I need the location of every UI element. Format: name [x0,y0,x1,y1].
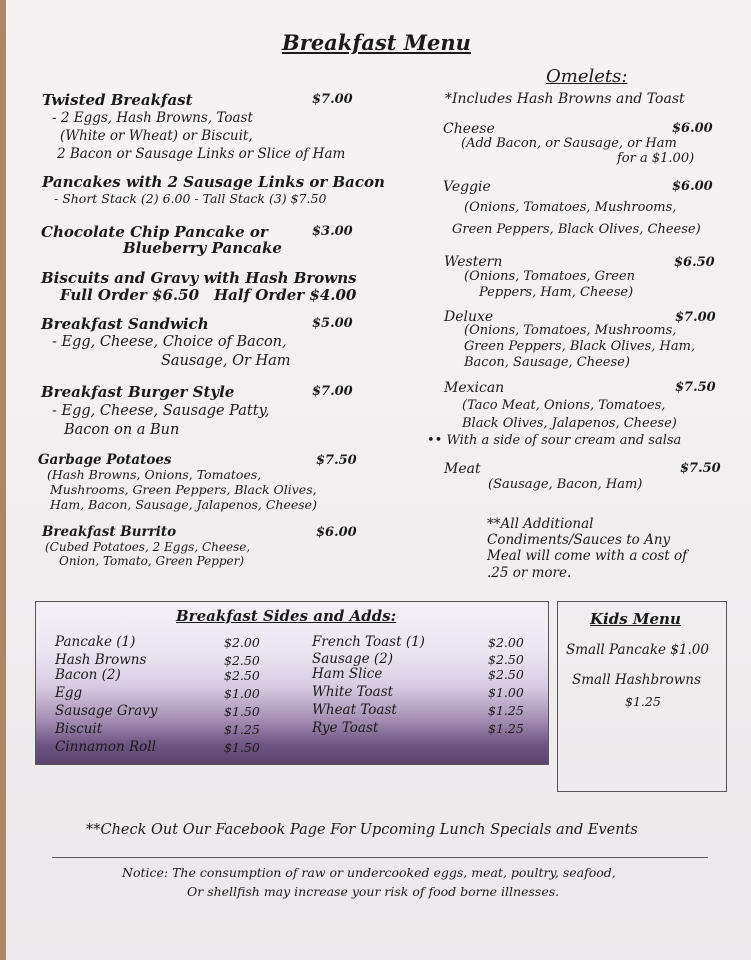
omelet-desc: (Add Bacon, or Sausage, or Ham [461,136,677,151]
kids-item: Small Pancake $1.00 [566,642,709,658]
omelet-desc: (Taco Meat, Onions, Tomatoes, [462,398,666,413]
side-name: Bacon (2) [55,667,121,683]
side-price: $1.25 [488,703,524,718]
item-desc: Ham, Bacon, Sausage, Jalapenos, Cheese) [50,497,317,512]
notice-line: Or shellfish may increase your risk of food borne illnesses. [187,884,560,899]
item-desc: Bacon on a Bun [64,422,180,438]
side-price: $2.50 [488,652,524,667]
item-price: $7.00 [312,92,353,107]
omelet-desc: Peppers, Ham, Cheese) [479,285,634,300]
omelet-desc: Green Peppers, Black Olives, Cheese) [452,222,701,237]
item-desc: - Egg, Cheese, Sausage Patty, [52,403,270,419]
menu-title: Breakfast Menu [282,30,471,55]
item-name: Breakfast Sandwich [41,315,209,333]
item-desc: - Short Stack (2) 6.00 - Tall Stack (3) $7.50 [54,191,327,206]
omelet-name: Meat [444,461,481,477]
side-name: Egg [55,685,83,701]
item-name: Chocolate Chip Pancake or [41,223,268,241]
item-half-order: Half Order $4.00 [214,286,357,304]
omelet-name: Cheese [443,121,495,137]
item-desc: Mushrooms, Green Peppers, Black Olives, [50,482,317,497]
additional-note: **All Additional [487,516,594,532]
sides-heading: Breakfast Sides and Adds: [176,607,397,625]
item-full-order: Full Order $6.50 [60,286,200,304]
item-desc: 2 Bacon or Sausage Links or Slice of Ham [57,146,346,162]
side-name: Sausage (2) [312,651,394,667]
item-desc: (White or Wheat) or Biscuit, [60,128,253,144]
side-price: $2.00 [224,635,260,650]
omelet-desc: (Sausage, Bacon, Ham) [488,477,643,492]
item-price: $7.50 [316,453,357,468]
side-name: Cinnamon Roll [55,739,156,755]
item-desc: - 2 Eggs, Hash Browns, Toast [52,110,253,126]
omelet-price: $7.50 [675,380,716,395]
omelet-desc: Black Olives, Jalapenos, Cheese) [462,416,677,431]
omelet-price: $7.50 [680,461,721,476]
omelet-price: $7.00 [675,310,716,325]
side-price: $1.00 [224,686,260,701]
side-price: $2.50 [224,668,260,683]
side-name: Pancake (1) [55,634,136,650]
side-price: $1.50 [224,740,260,755]
omelet-name: Western [444,254,503,270]
kids-item: Small Hashbrowns [572,672,701,688]
item-price: $7.00 [312,384,353,399]
omelet-price: $6.00 [672,121,713,136]
side-name: Ham Slice [312,666,383,682]
side-price: $1.50 [224,704,260,719]
item-name: Breakfast Burrito [42,524,177,540]
side-price: $2.50 [224,653,260,668]
omelet-side-note: •• With a side of sour cream and salsa [427,433,682,448]
side-price: $2.00 [488,635,524,650]
side-name: Sausage Gravy [55,703,158,719]
kids-heading: Kids Menu [590,610,681,628]
omelet-price: $6.50 [674,255,715,270]
side-name: Hash Browns [55,652,147,668]
side-name: Wheat Toast [312,702,397,718]
item-price: $6.00 [316,525,357,540]
side-price: $1.00 [488,685,524,700]
omelet-desc: Green Peppers, Black Olives, Ham, [464,339,696,354]
omelet-desc: Bacon, Sausage, Cheese) [464,355,630,370]
notice-line: Notice: The consumption of raw or undercooked eggs, meat, poultry, seafood, [122,865,616,880]
item-name-2: Blueberry Pancake [123,239,282,257]
item-desc: (Hash Browns, Onions, Tomatoes, [47,467,262,482]
item-name: Garbage Potatoes [38,452,172,468]
paper-edge [0,0,6,960]
facebook-note: **Check Out Our Facebook Page For Upcoming Lunch Specials and Events [86,822,638,838]
item-name: Biscuits and Gravy with Hash Browns [41,269,357,287]
divider-rule [52,857,708,858]
omelet-desc: (Onions, Tomatoes, Mushrooms, [464,323,677,338]
side-name: Biscuit [55,721,103,737]
side-price: $1.25 [224,722,260,737]
side-name: Rye Toast [312,720,379,736]
item-desc: (Cubed Potatoes, 2 Eggs, Cheese, [45,540,251,554]
additional-note: Meal will come with a cost of [487,548,688,564]
omelet-desc: for a $1.00) [617,151,695,166]
item-name: Pancakes with 2 Sausage Links or Bacon [42,173,385,191]
item-price: $5.00 [312,316,353,331]
omelet-price: $6.00 [672,179,713,194]
kids-price: $1.25 [625,694,661,709]
side-name: French Toast (1) [312,634,425,650]
additional-note: .25 or more. [487,565,572,581]
item-desc: Onion, Tomato, Green Pepper) [59,554,245,568]
omelets-heading: Omelets: [546,66,628,87]
item-name: Twisted Breakfast [42,91,193,109]
side-price: $1.25 [488,721,524,736]
item-name: Breakfast Burger Style [41,383,235,401]
omelets-note: *Includes Hash Browns and Toast [445,91,685,107]
side-name: White Toast [312,684,394,700]
omelet-desc: (Onions, Tomatoes, Green [464,269,635,284]
item-price: $3.00 [312,224,353,239]
omelet-name: Mexican [444,380,505,396]
omelet-desc: (Onions, Tomatoes, Mushrooms, [464,200,677,215]
omelet-name: Deluxe [444,309,494,325]
item-desc: - Egg, Cheese, Choice of Bacon, [52,334,287,350]
side-price: $2.50 [488,667,524,682]
additional-note: Condiments/Sauces to Any [487,532,671,548]
item-desc: Sausage, Or Ham [161,353,291,369]
omelet-name: Veggie [443,179,491,195]
